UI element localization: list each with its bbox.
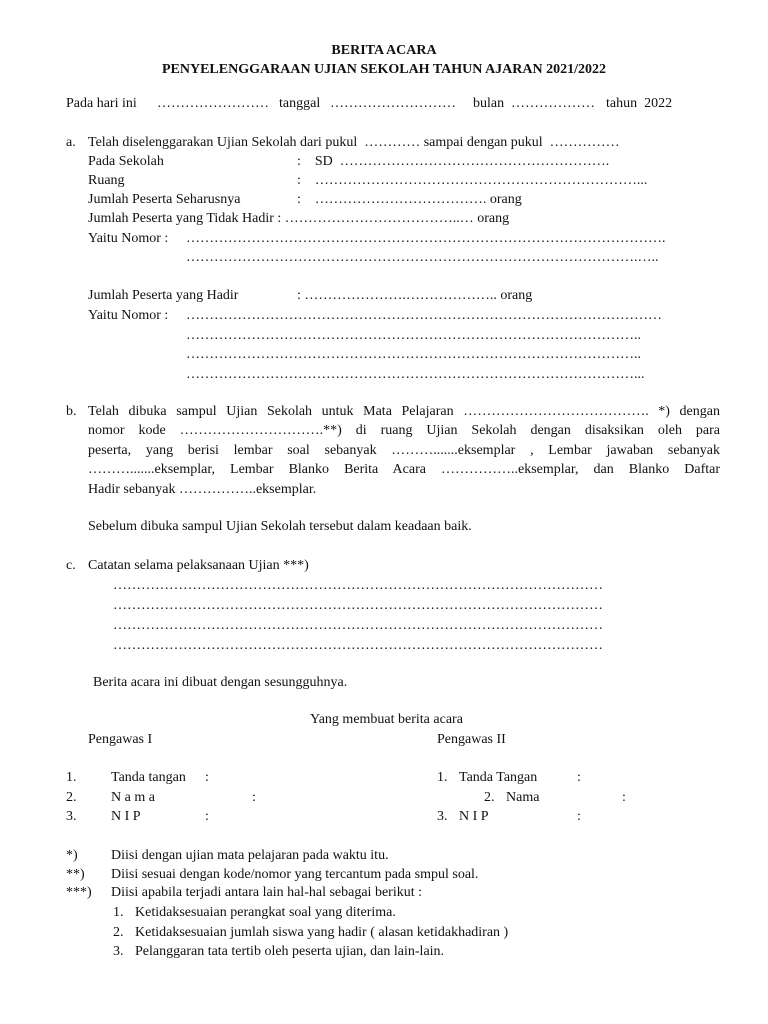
footnote-item-text: Ketidaksesuaian perangkat soal yang diterima. [135, 905, 396, 920]
nomor-hadir-line: …………………………………………………………………………………….. [186, 328, 641, 343]
ruang-field: : ……………………………………………………………... [297, 173, 648, 188]
section-a-intro: Telah diselenggarakan Ujian Sekolah dari pukul ………… sampai dengan pukul …………… [88, 135, 620, 150]
nip-2-label: N I P [459, 809, 489, 824]
sign-row-num: 3. [66, 809, 77, 824]
tanda-tangan-1-label: Tanda tangan [111, 770, 186, 785]
hari-label: Pada hari ini [66, 96, 137, 111]
footnote-mark: ***) [66, 885, 92, 900]
sign-row-num: 2. [484, 790, 495, 805]
peserta-hadir-field: : ………………….……………….. orang [297, 288, 533, 303]
closing-statement: Berita acara ini dibuat dengan sesungguhnya. [93, 675, 348, 690]
tanda-tangan-1-colon: : [205, 770, 209, 785]
footnote-item-num: 3. [113, 944, 124, 959]
sign-row-num: 1. [66, 770, 77, 785]
peserta-tidak-hadir: Jumlah Peserta yang Tidak Hadir : ………………………………..… orang [88, 211, 510, 226]
section-b-letter: b. [66, 404, 77, 419]
peserta-seharusnya-label: Jumlah Peserta Seharusnya [88, 192, 241, 207]
section-b-note: Sebelum dibuka sampul Ujian Sekolah tersebut dalam keadaan baik. [88, 519, 472, 534]
footnote-mark: **) [66, 867, 85, 882]
section-b-line: Telah dibuka sampul Ujian Sekolah untuk Mata Pelajaran …………………………………. *) dengan [88, 404, 720, 419]
nip-2-colon: : [577, 809, 581, 824]
nomor-line: …………………………………………………………………………………………. [186, 231, 666, 246]
nama-1-colon: : [252, 790, 256, 805]
nip-1-colon: : [205, 809, 209, 824]
tanda-tangan-2-label: Tanda Tangan [459, 770, 538, 785]
nama-1-label: N a m a [111, 790, 155, 805]
catatan-line: …………………………………………………………………………………………… [113, 638, 603, 653]
bulan-label: bulan [473, 96, 505, 111]
nomor-hadir-line: ………………………………………………………………………………………… [186, 308, 662, 323]
yaitu-nomor-hadir-label: Yaitu Nomor : [88, 308, 169, 323]
sekolah-field: : SD …………………………………………………. [297, 154, 610, 169]
footnote-item-text: Pelanggaran tata tertib oleh peserta ujian, dan lain-lain. [135, 944, 445, 959]
footnote-text: Diisi apabila terjadi antara lain hal-hal sebagai berikut : [111, 885, 422, 900]
tahun-label: tahun 2022 [606, 96, 673, 111]
section-c-letter: c. [66, 558, 76, 573]
sekolah-label: Pada Sekolah [88, 154, 164, 169]
footnote-item-text: Ketidaksesuaian jumlah siswa yang hadir ( alasan ketidakhadiran ) [135, 925, 509, 940]
pengawas-2-title: Pengawas II [437, 732, 506, 747]
document-title: BERITA ACARA [331, 43, 437, 58]
nomor-hadir-line: …………………………………………………………………………………….. [186, 347, 641, 362]
sign-row-num: 1. [437, 770, 448, 785]
section-c-title: Catatan selama pelaksanaan Ujian ***) [88, 558, 309, 573]
catatan-line: …………………………………………………………………………………………… [113, 618, 603, 633]
footnote-text: Diisi sesuai dengan kode/nomor yang tercantum pada smpul soal. [111, 867, 479, 882]
bulan-field: ……………… [511, 96, 595, 111]
nama-2-colon: : [622, 790, 626, 805]
section-a-letter: a. [66, 135, 76, 150]
nomor-line: …………………………………………………………………………………….….. [186, 250, 659, 265]
section-b-line: Hadir sebanyak ……………..eksemplar. [88, 482, 317, 497]
footnote-text: Diisi dengan ujian mata pelajaran pada waktu itu. [111, 848, 389, 863]
catatan-line: …………………………………………………………………………………………… [113, 598, 603, 613]
peserta-seharusnya-field: : ………………………………. orang [297, 192, 522, 207]
footnote-mark: *) [66, 848, 78, 863]
document-subtitle: PENYELENGGARAAN UJIAN SEKOLAH TAHUN AJARAN 2021/2022 [161, 62, 607, 77]
tanggal-label: tanggal [279, 96, 321, 111]
footnote-item-num: 1. [113, 905, 124, 920]
nama-2-label: Nama [506, 790, 540, 805]
section-b-line: peserta, yang berisi lembar soal sebanyak ……….......eksemplar , Lembar jawaban sebanyak [88, 443, 720, 458]
nip-1-label: N I P [111, 809, 141, 824]
yaitu-nomor-label: Yaitu Nomor : [88, 231, 169, 246]
catatan-line: …………………………………………………………………………………………… [113, 578, 603, 593]
section-b-line: nomor kode ………………………….**) di ruang Ujian Sekolah dengan disaksikan oleh para [88, 423, 720, 438]
hari-field: …………………… [157, 96, 269, 111]
sign-row-num: 3. [437, 809, 448, 824]
signers-heading: Yang membuat berita acara [310, 712, 463, 727]
footnote-item-num: 2. [113, 925, 124, 940]
section-b-line: ……….......eksemplar, Lembar Blanko Berita Acara ……………..eksemplar, dan Blanko Daftar [88, 462, 720, 477]
pengawas-1-title: Pengawas I [88, 732, 153, 747]
tanda-tangan-2-colon: : [577, 770, 581, 785]
nomor-hadir-line: ……………………………………………………………………………………... [186, 367, 645, 382]
sign-row-num: 2. [66, 790, 77, 805]
tanggal-field: ……………………… [330, 96, 456, 111]
peserta-hadir-label: Jumlah Peserta yang Hadir [88, 288, 239, 303]
ruang-label: Ruang [88, 173, 125, 188]
